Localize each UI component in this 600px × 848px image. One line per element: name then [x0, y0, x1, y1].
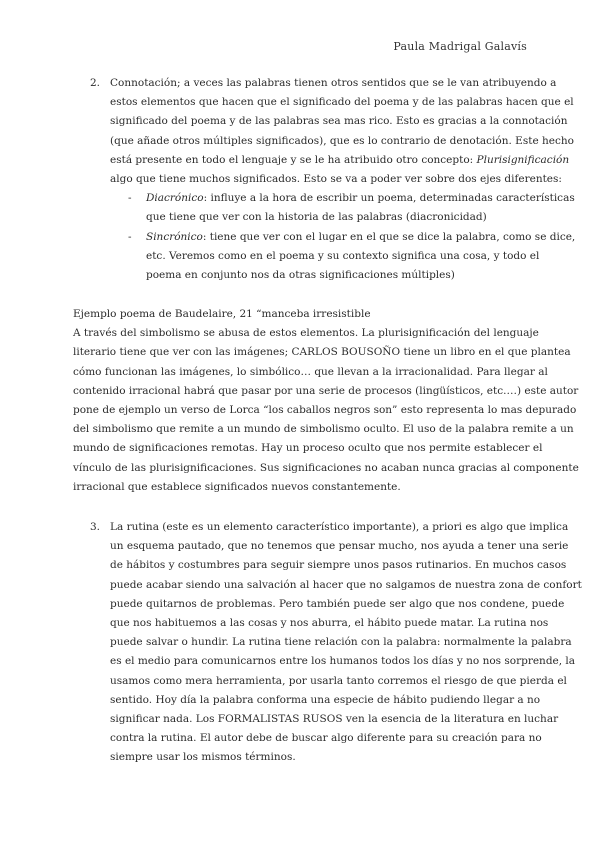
paragraph-line: puede acabar siendo una salvación al hacer que no salgamos de nuestra zona de confort — [110, 578, 582, 591]
paragraph-line: sentido. Hoy día la palabra conforma una especie de hábito pudiendo llegar a no — [110, 693, 541, 706]
paragraph-line: siempre usar los mismos términos. — [110, 751, 296, 764]
paragraph-line: que nos habituemos a las cosas y nos aburra, el hábito puede matar. La rutina nos — [110, 617, 549, 630]
paragraph-line: vínculo de las plurisignificaciones. Sus significaciones no acaban nunca gracias al componente — [73, 461, 579, 474]
paragraph-line: cómo funcionan las imágenes, lo simbólico… que llevan a la irracionalidad. Para llegar al — [73, 365, 548, 378]
paragraph-line: puede quitarnos de problemas. Pero también puede ser algo que nos condene, puede — [110, 597, 565, 610]
paragraph-line: algo que tiene muchos significados. Esto se va a poder ver sobre dos ejes diferentes: — [110, 173, 562, 186]
page-header-author: Paula Madrigal Galavís — [393, 40, 527, 53]
paragraph-line: irracional que establece significados nuevos constantemente. — [73, 480, 401, 493]
paragraph-line: (que añade otros múltiples significados), que es lo contrario de denotación. Este hecho — [110, 134, 574, 147]
example-section — [73, 305, 579, 497]
term-italic: Diacrónico — [146, 192, 204, 204]
dash-bullet: - — [128, 231, 132, 243]
paragraph-line: de hábitos y costumbres para seguir siempre unos pasos rutinarios. En muchos casos — [110, 559, 567, 572]
paragraph-line: puede salvar o hundir. La rutina tiene relación con la palabra: normalmente la palabra — [110, 636, 572, 649]
paragraph-line: significado del poema y de las palabras sea mas rico. Esto es gracias a la connotación — [110, 115, 568, 128]
paragraph-line: un esquema pautado, que no tenemos que pensar mucho, nos ayuda a tener una serie — [110, 540, 569, 553]
term-italic: Plurisignificación — [476, 153, 570, 166]
paragraph-line: usamos como mera herramienta, por usarla tanto corremos el riesgo de que pierda el — [110, 674, 567, 687]
paragraph-line: literario tiene que ver con las imágenes; CARLOS BOUSOÑO tiene un libro en el que plantea — [73, 346, 571, 359]
example-title: Ejemplo poema de Baudelaire, 21 “manceba irresistible — [73, 308, 371, 320]
sub-line: que tiene que ver con la historia de las palabras (diacronicidad) — [146, 211, 487, 224]
paragraph-line: contenido irracional habrá que pasar por una serie de procesos (lingüísticos, etc.…) este autor — [73, 384, 579, 397]
term-italic: Sincrónico — [146, 231, 203, 243]
paragraph-line: Connotación; a veces las palabras tienen otros sentidos que se le van atribuyendo a — [110, 77, 557, 89]
paragraph-line: contra la rutina. El autor debe de buscar algo diferente para su creación para no — [110, 732, 542, 745]
paragraph-line: es el medio para comunicarnos entre los humanos todos los días y no nos sorprende, la — [110, 655, 576, 668]
list-number: 2. — [90, 77, 101, 89]
dash-bullet: - — [128, 192, 132, 204]
paragraph-line: mundo de significaciones remotas. Hay un proceso oculto que nos permite establecer el — [73, 442, 543, 455]
sub-line: Diacrónico: influye a la hora de escribir un poema, determinadas características — [146, 192, 575, 204]
list-number: 3. — [90, 521, 101, 533]
paragraph-line: significar nada. Los FORMALISTAS RUSOS ven la esencia de la literatura en luchar — [110, 713, 559, 726]
paragraph-line: pone de ejemplo un verso de Lorca “los caballos negros son” esto representa lo mas depurado — [73, 404, 577, 417]
line-text: está presente en todo el lenguaje y se le ha atribuido otro concepto: — [110, 153, 477, 166]
sub-line: poema en conjunto nos da otras significaciones múltiples) — [146, 269, 455, 282]
paragraph-line — [110, 151, 570, 170]
sub-line: Sincrónico: tiene que ver con el lugar en el que se dice la palabra, como se dice, — [146, 231, 576, 243]
paragraph-line: La rutina (este es un elemento característico importante), a priori es algo que implica — [110, 521, 569, 533]
paragraph-line: estos elementos que hacen que el significado del poema y de las palabras hacen que el — [110, 96, 574, 109]
paragraph-line: A través del simbolismo se abusa de estos elementos. La plurisignificación del lenguaje — [73, 327, 539, 340]
sub-line: etc. Veremos como en el poema y su contexto significa una cosa, y todo el — [146, 250, 540, 263]
paragraph-line: del simbolismo que remite a un mundo de simbolismo oculto. El uso de la palabra remite a un — [73, 423, 574, 436]
